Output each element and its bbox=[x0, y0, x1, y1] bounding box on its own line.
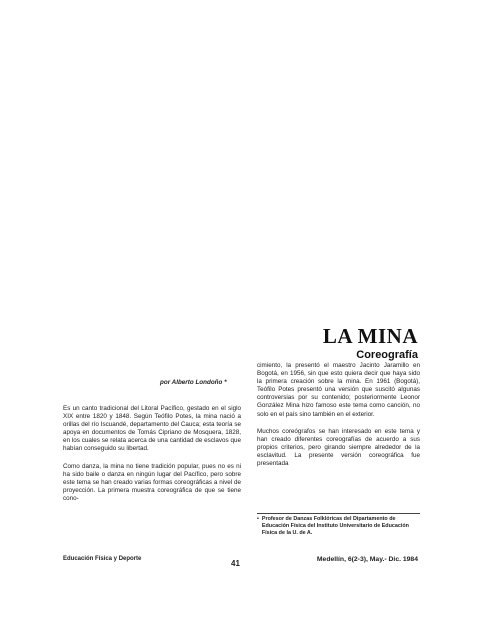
title-block bbox=[323, 326, 418, 362]
body-paragraph: Muchos coreógrafos se han interesado en este tema y han creado diferentes coreografías de acuerdo a sus propios criterios, pero girando siempre alrededor de la esclavitud. La presente versión coreográfica fue presentada bbox=[257, 427, 420, 468]
article-title: LA MINA bbox=[322, 324, 418, 348]
body-paragraph: Como danza, la mina no tiene tradición popular, pues no es ni ha sido baile o danza en ningún lugar del Pacífico, pero sobre este tema se han creado varias formas coreográficas a nivel de proyección. La primera muestra coreográfica de que se tiene cono- bbox=[63, 462, 241, 502]
footnote bbox=[257, 516, 420, 536]
footnote-bullet-icon: • bbox=[257, 516, 259, 522]
body-paragraph: cimiento, la presentó el maestro Jacinto Jaramillo en Bogotá, en 1956, sin que esto quiera decir que haya sido la primera creación sobre la mina. En 1961 (Bogotá), Teófilo Potes presentó una versión que suscitó algunas controversias por su contenido; posteriormente Leonor González Mina hizo famoso este tema como canción, no solo en el país sino también en el exterior. bbox=[257, 362, 420, 418]
author-byline: por Alberto Londoño * bbox=[160, 379, 227, 386]
footnote-text: Profesor de Danzas Folklóricas del Dipartamento de Educación Física del Instituto Universitario de Educación Física de la U. de A. bbox=[261, 516, 409, 536]
footer-page-number: 41 bbox=[231, 559, 240, 568]
body-paragraph: Es un canto tradicional del Litoral Pacífico, gestado en el siglo XIX entre 1820 y 1848. Según Teófilo Potes, la mina nació a orillas del río Iscuandé, departamento del Cauca; esta teoría se apoya en documentos de Tomás Cipriano de Mosquera, 1828, en los cuales se relata acerca de una cantidad de esclavos que habían conseguido su libertad. bbox=[63, 405, 241, 453]
footer-journal-name: Educación Física y Deporte bbox=[63, 556, 142, 562]
footer-citation: Medellín, 6(2-3), May.- Dic. 1984 bbox=[316, 556, 418, 563]
article-subtitle: Coreografía bbox=[356, 349, 418, 361]
right-column bbox=[257, 362, 420, 468]
left-column bbox=[63, 405, 241, 503]
footnote-divider bbox=[257, 513, 420, 514]
